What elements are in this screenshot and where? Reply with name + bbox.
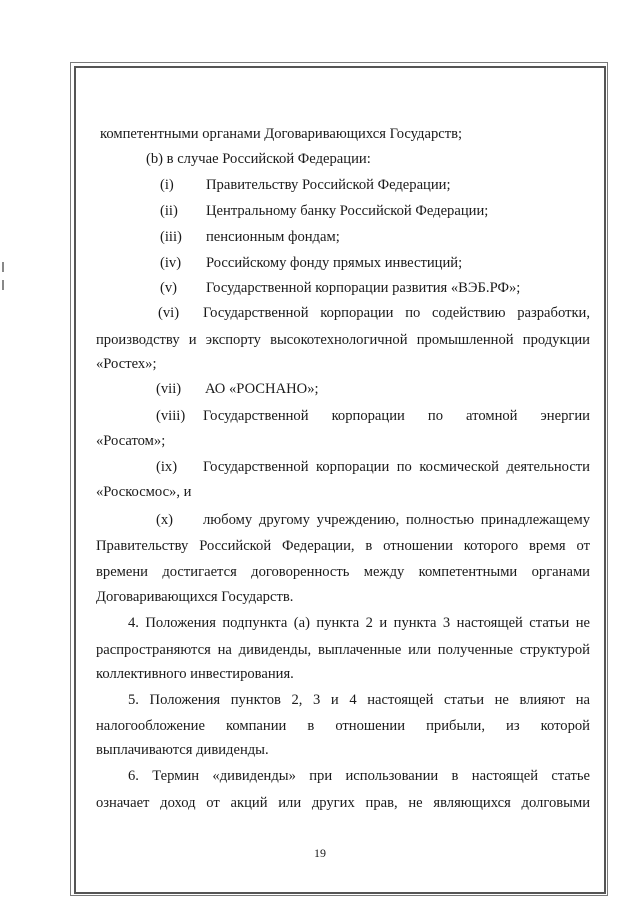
list-item-number: (v): [160, 280, 178, 296]
text-line: (b) в случае Российской Федерации:: [146, 151, 371, 167]
list-item-number: (ix): [156, 459, 178, 475]
list-item-number: (iii): [160, 229, 182, 245]
text-line: коллективного инвестирования.: [96, 666, 294, 682]
text-line: времени достигается договоренность между компетентными органами: [96, 564, 590, 580]
list-item-text: Государственной корпорации по содействию разработки,: [203, 305, 590, 321]
list-item-number: (i): [160, 177, 174, 193]
text-line: налогообложение компании в отношении прибыли, из которой: [96, 718, 590, 734]
scan-edge-mark: [2, 262, 4, 272]
list-item-number: (viii): [156, 408, 186, 424]
text-line: 6. Термин «дивиденды» при использовании в настоящей статье: [128, 768, 590, 784]
list-item-text: Российскому фонду прямых инвестиций;: [206, 255, 463, 271]
list-item-number: (ii): [160, 203, 178, 219]
text-line: производству и экспорту высокотехнологичной промышленной продукции: [96, 332, 590, 348]
list-item-text: АО «РОСНАНО»;: [205, 381, 319, 397]
text-line: «Росатом»;: [96, 433, 166, 449]
list-item-text: пенсионным фондам;: [206, 229, 340, 245]
text-line: распространяются на дивиденды, выплаченные или полученные структурой: [96, 642, 590, 658]
text-line: компетентными органами Договаривающихся Государств;: [100, 126, 463, 142]
text-line: «Роскосмос», и: [96, 484, 192, 500]
text-line: означает доход от акций или других прав, не являющихся долговыми: [96, 795, 590, 811]
text-line: Договаривающихся Государств.: [96, 589, 294, 605]
text-line: «Ростех»;: [96, 356, 157, 372]
list-item-number: (vii): [156, 381, 182, 397]
list-item-text: Государственной корпорации по атомной энергии: [203, 408, 590, 424]
list-item-number: (vi): [158, 305, 180, 321]
page-number: 19: [314, 846, 326, 860]
list-item-number: (x): [156, 512, 174, 528]
text-line: выплачиваются дивиденды.: [96, 742, 269, 758]
list-item-text: Государственной корпорации развития «ВЭБ.РФ»;: [206, 280, 521, 296]
list-item-number: (iv): [160, 255, 182, 271]
list-item-text: Государственной корпорации по космической деятельности: [203, 459, 590, 475]
list-item-text: любому другому учреждению, полностью принадлежащему: [203, 512, 590, 528]
text-line: 4. Положения подпункта (а) пункта 2 и пункта 3 настоящей статьи не: [128, 615, 590, 631]
list-item-text: Правительству Российской Федерации;: [206, 177, 451, 193]
text-line: 5. Положения пунктов 2, 3 и 4 настоящей статьи не влияют на: [128, 692, 590, 708]
text-line: Правительству Российской Федерации, в отношении которого время от: [96, 538, 590, 554]
list-item-text: Центральному банку Российской Федерации;: [206, 203, 489, 219]
scan-edge-mark: [2, 280, 4, 290]
